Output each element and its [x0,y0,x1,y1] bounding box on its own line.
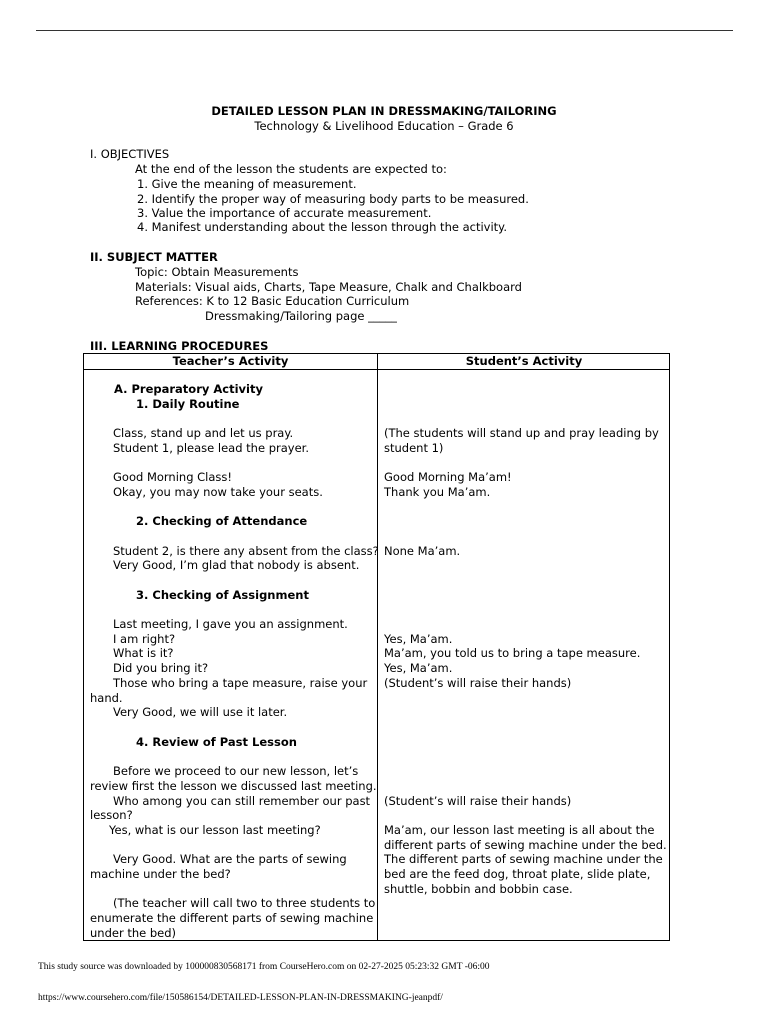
teacher-line: Good Morning Class! [113,470,233,484]
subsection-daily-routine: 1. Daily Routine [136,397,240,411]
subsection-review: 4. Review of Past Lesson [136,735,297,749]
student-line: shuttle, bobbin and bobbin case. [384,882,573,896]
objective-item-1: 1. Give the meaning of measurement. [137,177,357,191]
teacher-line: hand. [90,691,123,705]
student-line: different parts of sewing machine under the bed. [384,838,667,852]
student-line: student 1) [384,441,444,455]
objectives-intro: At the end of the lesson the students are expected to: [135,162,447,176]
subsection-attendance: 2. Checking of Attendance [136,514,308,528]
subsection-assignment: 3. Checking of Assignment [136,588,309,602]
teacher-line: Yes, what is our lesson last meeting? [109,823,321,837]
subject-topic: Topic: Obtain Measurements [135,265,299,279]
student-line: Yes, Ma’am. [384,632,453,646]
header-rule [84,369,669,370]
teacher-line: Student 1, please lead the prayer. [113,441,309,455]
student-line: Good Morning Ma’am! [384,470,512,484]
download-source-note: This study source was downloaded by 100000830568171 from CourseHero.com on 02-27-2025 05:23:32 GMT -06:00 [38,962,490,972]
teacher-line: Did you bring it? [113,661,209,675]
teacher-line: Who among you can still remember our past [113,794,371,808]
objective-item-4: 4. Manifest understanding about the lesson through the activity. [137,220,507,234]
student-line: (Student’s will raise their hands) [384,676,572,690]
subject-references-page: Dressmaking/Tailoring page _____ [205,309,397,323]
teacher-line: What is it? [113,646,174,660]
teacher-line: Last meeting, I gave you an assignment. [113,617,348,631]
subject-references: References: K to 12 Basic Education Curriculum [135,294,410,308]
student-line: Ma’am, you told us to bring a tape measure. [384,646,641,660]
teacher-line: lesson? [90,808,133,822]
teacher-line: Okay, you may now take your seats. [113,485,323,499]
student-line: (Student’s will raise their hands) [384,794,572,808]
student-line: None Ma’am. [384,544,461,558]
document-subtitle: Technology & Livelihood Education – Grade 6 [254,119,514,133]
teacher-line: I am right? [113,632,176,646]
source-url[interactable]: https://www.coursehero.com/file/150586154/DETAILED-LESSON-PLAN-IN-DRESSMAKING-jeanpdf/ [38,993,443,1003]
student-line: bed are the feed dog, throat plate, slide plate, [384,867,651,881]
objectives-heading: I. OBJECTIVES [90,147,170,161]
section-preparatory-activity: A. Preparatory Activity [114,382,263,396]
document-title: DETAILED LESSON PLAN IN DRESSMAKING/TAILORING [211,104,557,118]
top-rule [36,30,733,31]
teacher-line: Very Good, we will use it later. [113,705,288,719]
teacher-line: Those who bring a tape measure, raise your [113,676,368,690]
teacher-line: under the bed) [90,926,177,940]
teacher-line: Very Good. What are the parts of sewing [113,852,347,866]
subject-matter-heading: II. SUBJECT MATTER [90,250,218,264]
teacher-column-header: Teacher’s Activity [172,354,289,368]
column-divider [377,354,378,940]
teacher-line: machine under the bed? [90,867,231,881]
objective-item-3: 3. Value the importance of accurate measurement. [137,206,432,220]
teacher-line: Class, stand up and let us pray. [113,426,294,440]
procedures-heading: III. LEARNING PROCEDURES [90,339,269,353]
subject-materials: Materials: Visual aids, Charts, Tape Measure, Chalk and Chalkboard [135,280,522,294]
teacher-line: Very Good, I’m glad that nobody is absent. [113,558,360,572]
student-line: Ma’am, our lesson last meeting is all about the [384,823,655,837]
teacher-line: enumerate the different parts of sewing machine [90,911,374,925]
teacher-line: review first the lesson we discussed last meeting. [90,779,377,793]
student-line: The different parts of sewing machine under the [384,852,663,866]
student-line: Yes, Ma’am. [384,661,453,675]
teacher-line: Before we proceed to our new lesson, let’s [113,764,359,778]
teacher-line: (The teacher will call two to three students to [113,896,376,910]
student-line: (The students will stand up and pray leading by [384,426,659,440]
objective-item-2: 2. Identify the proper way of measuring body parts to be measured. [137,192,529,206]
activity-table [83,353,670,941]
student-column-header: Student’s Activity [465,354,583,368]
student-line: Thank you Ma’am. [384,485,491,499]
teacher-line: Student 2, is there any absent from the class? [113,544,379,558]
